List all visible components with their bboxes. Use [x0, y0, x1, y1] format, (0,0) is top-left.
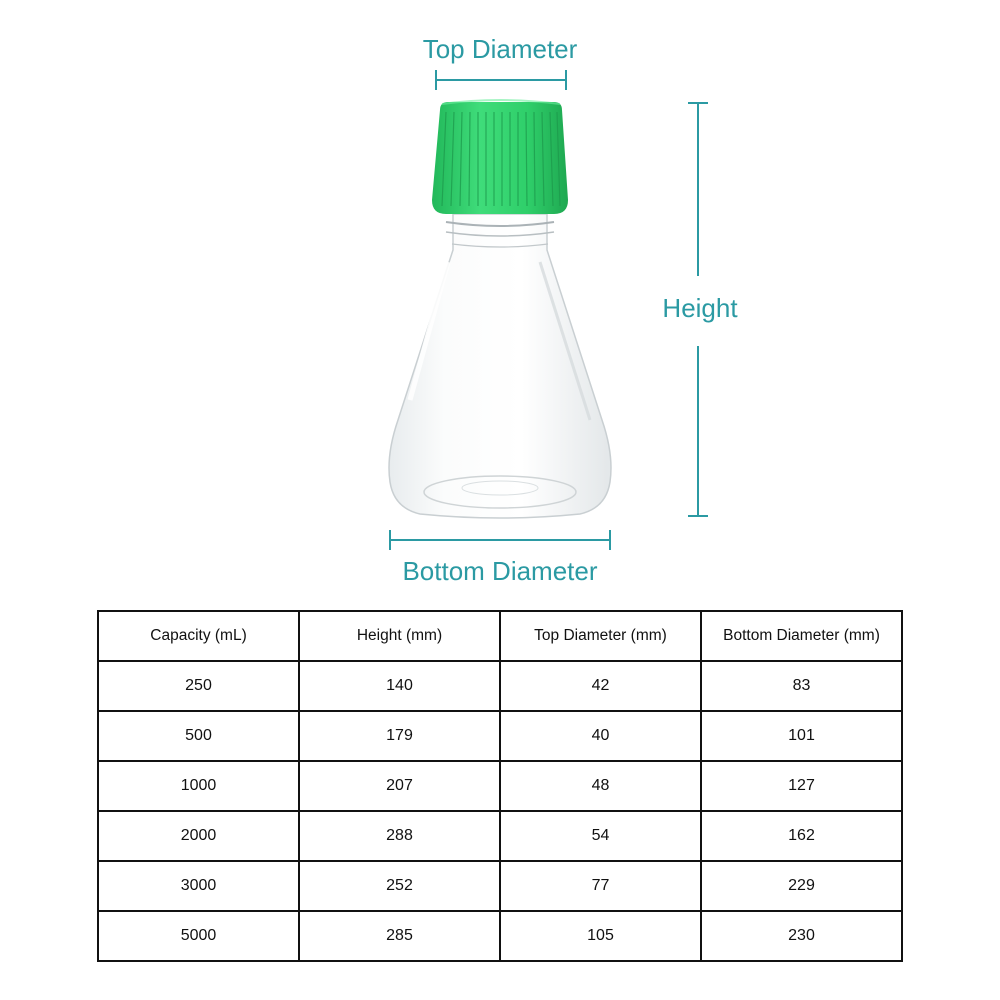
- cell-capacity: 5000: [98, 911, 299, 961]
- cell-bottom-diameter: 101: [701, 711, 902, 761]
- cell-height: 288: [299, 811, 500, 861]
- table-row: [98, 661, 902, 711]
- cell-capacity: 500: [98, 711, 299, 761]
- cell-capacity: 2000: [98, 811, 299, 861]
- cell-capacity: 1000: [98, 761, 299, 811]
- table-header-row: [98, 611, 902, 661]
- bottom-diameter-marker: [390, 530, 610, 550]
- flask-body: [389, 214, 611, 518]
- cell-bottom-diameter: 229: [701, 861, 902, 911]
- table-row: [98, 761, 902, 811]
- top-diameter-marker: [436, 70, 566, 90]
- header-height: Height (mm): [299, 611, 500, 661]
- header-capacity: Capacity (mL): [98, 611, 299, 661]
- cell-bottom-diameter: 230: [701, 911, 902, 961]
- green-screw-cap: [432, 100, 568, 214]
- cell-top-diameter: 48: [500, 761, 701, 811]
- header-top-diameter: Top Diameter (mm): [500, 611, 701, 661]
- top-diameter-label: Top Diameter: [422, 34, 578, 64]
- cell-capacity: 3000: [98, 861, 299, 911]
- table-row: [98, 911, 902, 961]
- bottom-diameter-label: Bottom Diameter: [402, 556, 598, 586]
- table-row: [98, 861, 902, 911]
- cell-height: 285: [299, 911, 500, 961]
- cell-top-diameter: 54: [500, 811, 701, 861]
- cell-bottom-diameter: 162: [701, 811, 902, 861]
- height-label: Height: [662, 293, 738, 323]
- cell-bottom-diameter: 83: [701, 661, 902, 711]
- cell-height: 252: [299, 861, 500, 911]
- cell-bottom-diameter: 127: [701, 761, 902, 811]
- cell-top-diameter: 77: [500, 861, 701, 911]
- cell-height: 207: [299, 761, 500, 811]
- header-bottom-diameter: Bottom Diameter (mm): [701, 611, 902, 661]
- table-row: [98, 811, 902, 861]
- cell-top-diameter: 40: [500, 711, 701, 761]
- cell-top-diameter: 105: [500, 911, 701, 961]
- cell-top-diameter: 42: [500, 661, 701, 711]
- cell-capacity: 250: [98, 661, 299, 711]
- table-row: [98, 711, 902, 761]
- cell-height: 140: [299, 661, 500, 711]
- cell-height: 179: [299, 711, 500, 761]
- flask-spec-table: [97, 610, 903, 962]
